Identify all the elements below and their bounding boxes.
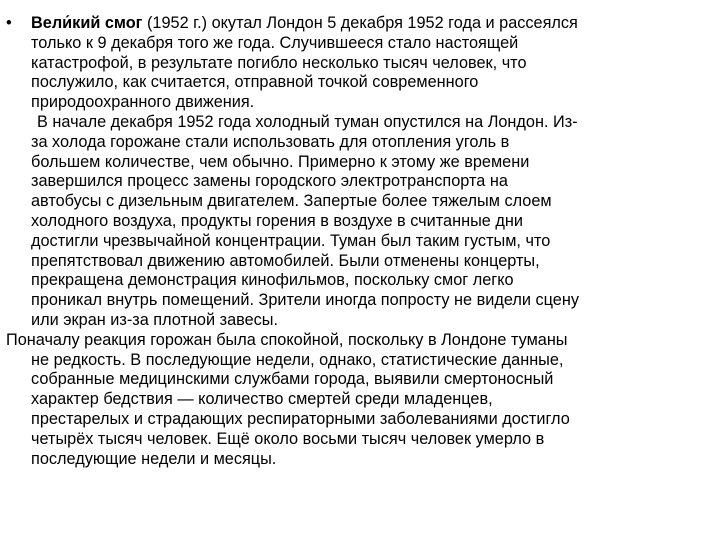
paragraph1-line: природоохранного движения. <box>31 93 255 112</box>
paragraph3-first-line: Поначалу реакция горожан была спокойной, поскольку в Лондоне туманы <box>6 330 568 349</box>
paragraph2-line: за холода горожане стали использовать для отопления уголь в <box>31 132 510 151</box>
paragraph1-line: послужило, как считается, отправной точкой современного <box>31 73 479 92</box>
paragraph2-line: завершился процесс замены городского электротранспорта на <box>31 172 508 191</box>
bullet-icon: • <box>6 14 12 32</box>
paragraph2-line: достигли чрезвычайной концентрации. Туман был таким густым, что <box>31 231 551 250</box>
paragraph2-line: проникал внутрь помещений. Зрители иногда попросту не видели сцену <box>31 291 579 310</box>
paragraph3-line: последующие недели и месяцы. <box>31 449 277 468</box>
paragraph3-line: характер бедствия — количество смертей среди младенцев, <box>31 390 493 409</box>
paragraph2-line: препятствовал движению автомобилей. Были отменены концерты, <box>31 251 540 270</box>
paragraph3-line: собранные медицинскими службами города, выявили смертоносный <box>31 370 554 389</box>
paragraph1-line1-text: (1952 г.) окутал Лондон 5 декабря 1952 года и рассеялся <box>142 14 578 32</box>
paragraph3-line: не редкость. В последующие недели, однако, статистические данные, <box>31 350 564 369</box>
paragraph1-first-line <box>6 14 706 34</box>
paragraph1-line: только к 9 декабря того же года. Случившееся стало настоящей <box>31 33 519 52</box>
paragraph3-line: четырёх тысяч человек. Ещё около восьми тысяч человек умерло в <box>31 429 545 448</box>
paragraph2-line: холодного воздуха, продукты горения в воздухе в считанные дни <box>31 211 523 230</box>
paragraph2-line: прекращена демонстрация кинофильмов, поскольку смог легко <box>31 271 514 290</box>
paragraph3-line: престарелых и страдающих респираторными заболеваниями достигло <box>31 409 570 428</box>
paragraph2-first-line: В начале декабря 1952 года холодный туман опустился на Лондон. Из- <box>37 112 578 131</box>
paragraph2-line: или экран из-за плотной завесы. <box>31 310 279 329</box>
paragraph1-title: Вели́кий смог <box>31 14 143 32</box>
paragraph2-line: большем количестве, чем обычно. Примерно к этому же времени <box>31 152 530 171</box>
slide-text-body <box>6 14 706 469</box>
paragraph2-line: автобусы с дизельным двигателем. Запертые более тяжелым слоем <box>31 192 552 211</box>
paragraph1-line: катастрофой, в результате погибло несколько тысяч человек, что <box>31 53 527 72</box>
